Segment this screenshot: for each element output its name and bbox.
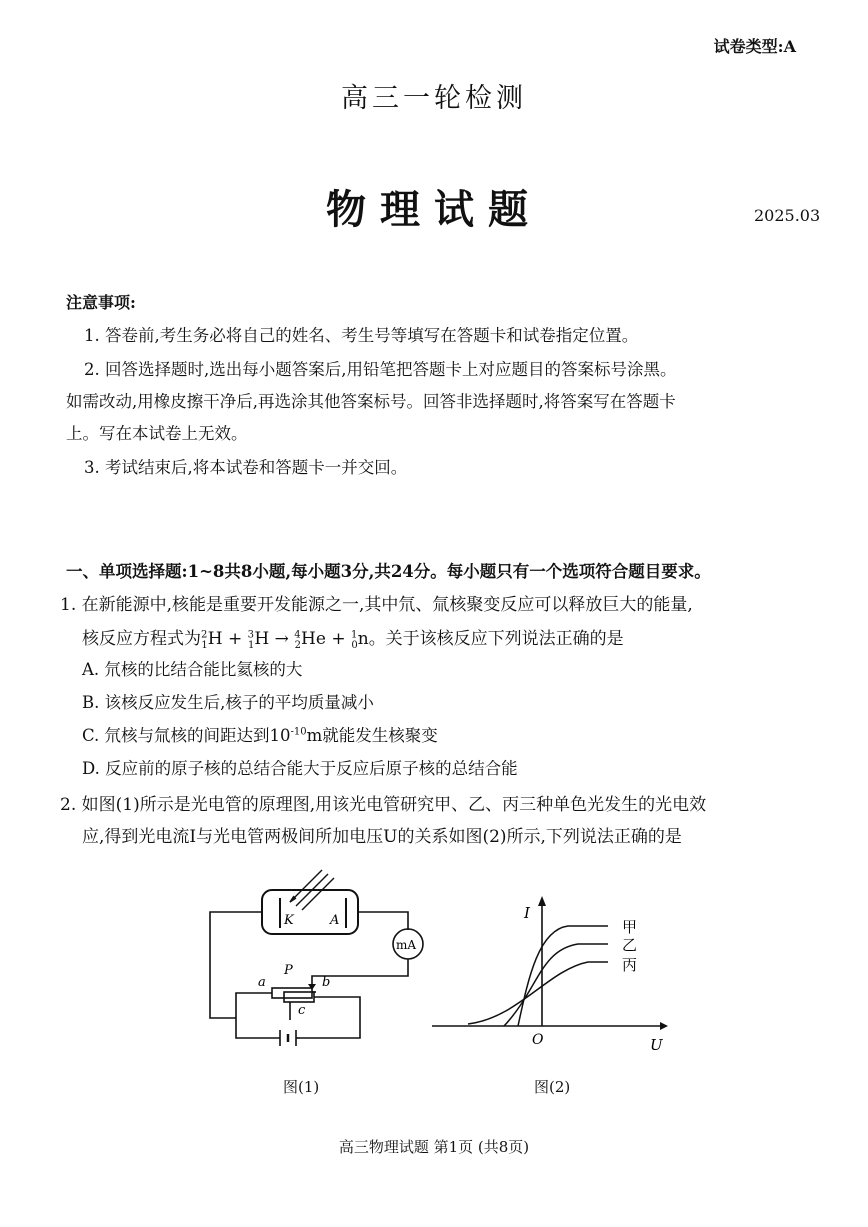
curve-label-jia: 甲 bbox=[622, 918, 638, 936]
notice-item-2-line-3: 上。写在本试卷上无效。 bbox=[66, 424, 248, 443]
i-axis-arrow bbox=[538, 896, 546, 906]
rheostat-left bbox=[272, 988, 312, 998]
q1-stem-line-2 bbox=[82, 624, 624, 651]
subject-title: 物理试题 bbox=[326, 186, 542, 233]
q1-stem-line-1: 1. 在新能源中,核能是重要开发能源之一,其中氘、氚核聚变反应可以释放巨大的能量, bbox=[60, 595, 693, 615]
figure-1-caption: 图(1) bbox=[283, 1078, 320, 1096]
rheostat-segment bbox=[284, 992, 314, 1002]
notice-item-3: 3. 考试结束后,将本试卷和答题卡一并交回。 bbox=[84, 458, 408, 477]
q1-option-c: C. 氘核与氚核的间距达到$10^{-10}m$就能发生核聚变 bbox=[82, 726, 438, 745]
label-ma: mA bbox=[396, 938, 417, 952]
label-a: A bbox=[330, 913, 340, 928]
q1-option-a: A. 氘核的比结合能比氦核的大 bbox=[82, 660, 303, 679]
axis-label-u: U bbox=[650, 1036, 663, 1054]
curve-label-bing: 丙 bbox=[622, 956, 638, 974]
q1-suffix: 。关于该核反应下列说法正确的是 bbox=[368, 629, 624, 649]
label-b-terminal: b bbox=[322, 975, 331, 990]
notice-heading: 注意事项: bbox=[66, 293, 136, 312]
label-c-terminal: c bbox=[298, 1003, 306, 1018]
curve-bing bbox=[468, 962, 608, 1024]
q1-option-d: D. 反应前的原子核的总结合能大于反应后原子核的总结合能 bbox=[82, 759, 518, 778]
q2-stem-line-2: 应,得到光电流I与光电管两极间所加电压U的关系如图(2)所示,下列说法正确的是 bbox=[82, 827, 682, 847]
page-footer: 高三物理试题 第1页 (共8页) bbox=[338, 1138, 530, 1156]
q1-option-b: B. 该核反应发生后,核子的平均质量减小 bbox=[82, 693, 374, 712]
notice-item-2-line-2: 如需改动,用橡皮擦干净后,再选涂其他答案标号。回答非选择题时,将答案写在答题卡 bbox=[66, 392, 676, 411]
label-k: K bbox=[284, 913, 294, 928]
u-axis-arrow bbox=[660, 1022, 668, 1030]
label-p: P bbox=[284, 963, 293, 978]
phototube bbox=[262, 890, 358, 934]
exam-title: 高三一轮检测 bbox=[341, 83, 527, 114]
nuclear-equation: $^2_1$H + $^3_1$H → $^4_2$He + $^1_0$n bbox=[201, 629, 369, 652]
origin-label: O bbox=[532, 1032, 544, 1048]
label-a-terminal: a bbox=[258, 975, 266, 990]
figure-1-circuit bbox=[200, 868, 440, 1068]
curve-jia bbox=[518, 926, 608, 1026]
section-heading: 一、单项选择题:1~8共8小题,每小题3分,共24分。每小题只有一个选项符合题目要求。 bbox=[66, 562, 711, 581]
q2-stem-line-1: 2. 如图(1)所示是光电管的原理图,用该光电管研究甲、乙、丙三种单色光发生的光电效 bbox=[60, 795, 707, 815]
figure-2-iu-graph bbox=[428, 890, 668, 1060]
figure-2-caption: 图(2) bbox=[534, 1078, 571, 1096]
curve-label-yi: 乙 bbox=[622, 936, 638, 954]
curve-yi bbox=[504, 944, 608, 1026]
notice-item-1: 1. 答卷前,考生务必将自己的姓名、考生号等填写在答题卡和试卷指定位置。 bbox=[84, 326, 639, 345]
q1-prefix: 核反应方程式为 bbox=[82, 629, 201, 649]
exam-date: 2025.03 bbox=[754, 206, 821, 225]
paper-type: 试卷类型:A bbox=[713, 37, 796, 56]
notice-item-2-line-1: 2. 回答选择题时,选出每小题答案后,用铅笔把答题卡上对应题目的答案标号涂黑。 bbox=[84, 360, 677, 379]
axis-label-i: I bbox=[524, 904, 530, 922]
